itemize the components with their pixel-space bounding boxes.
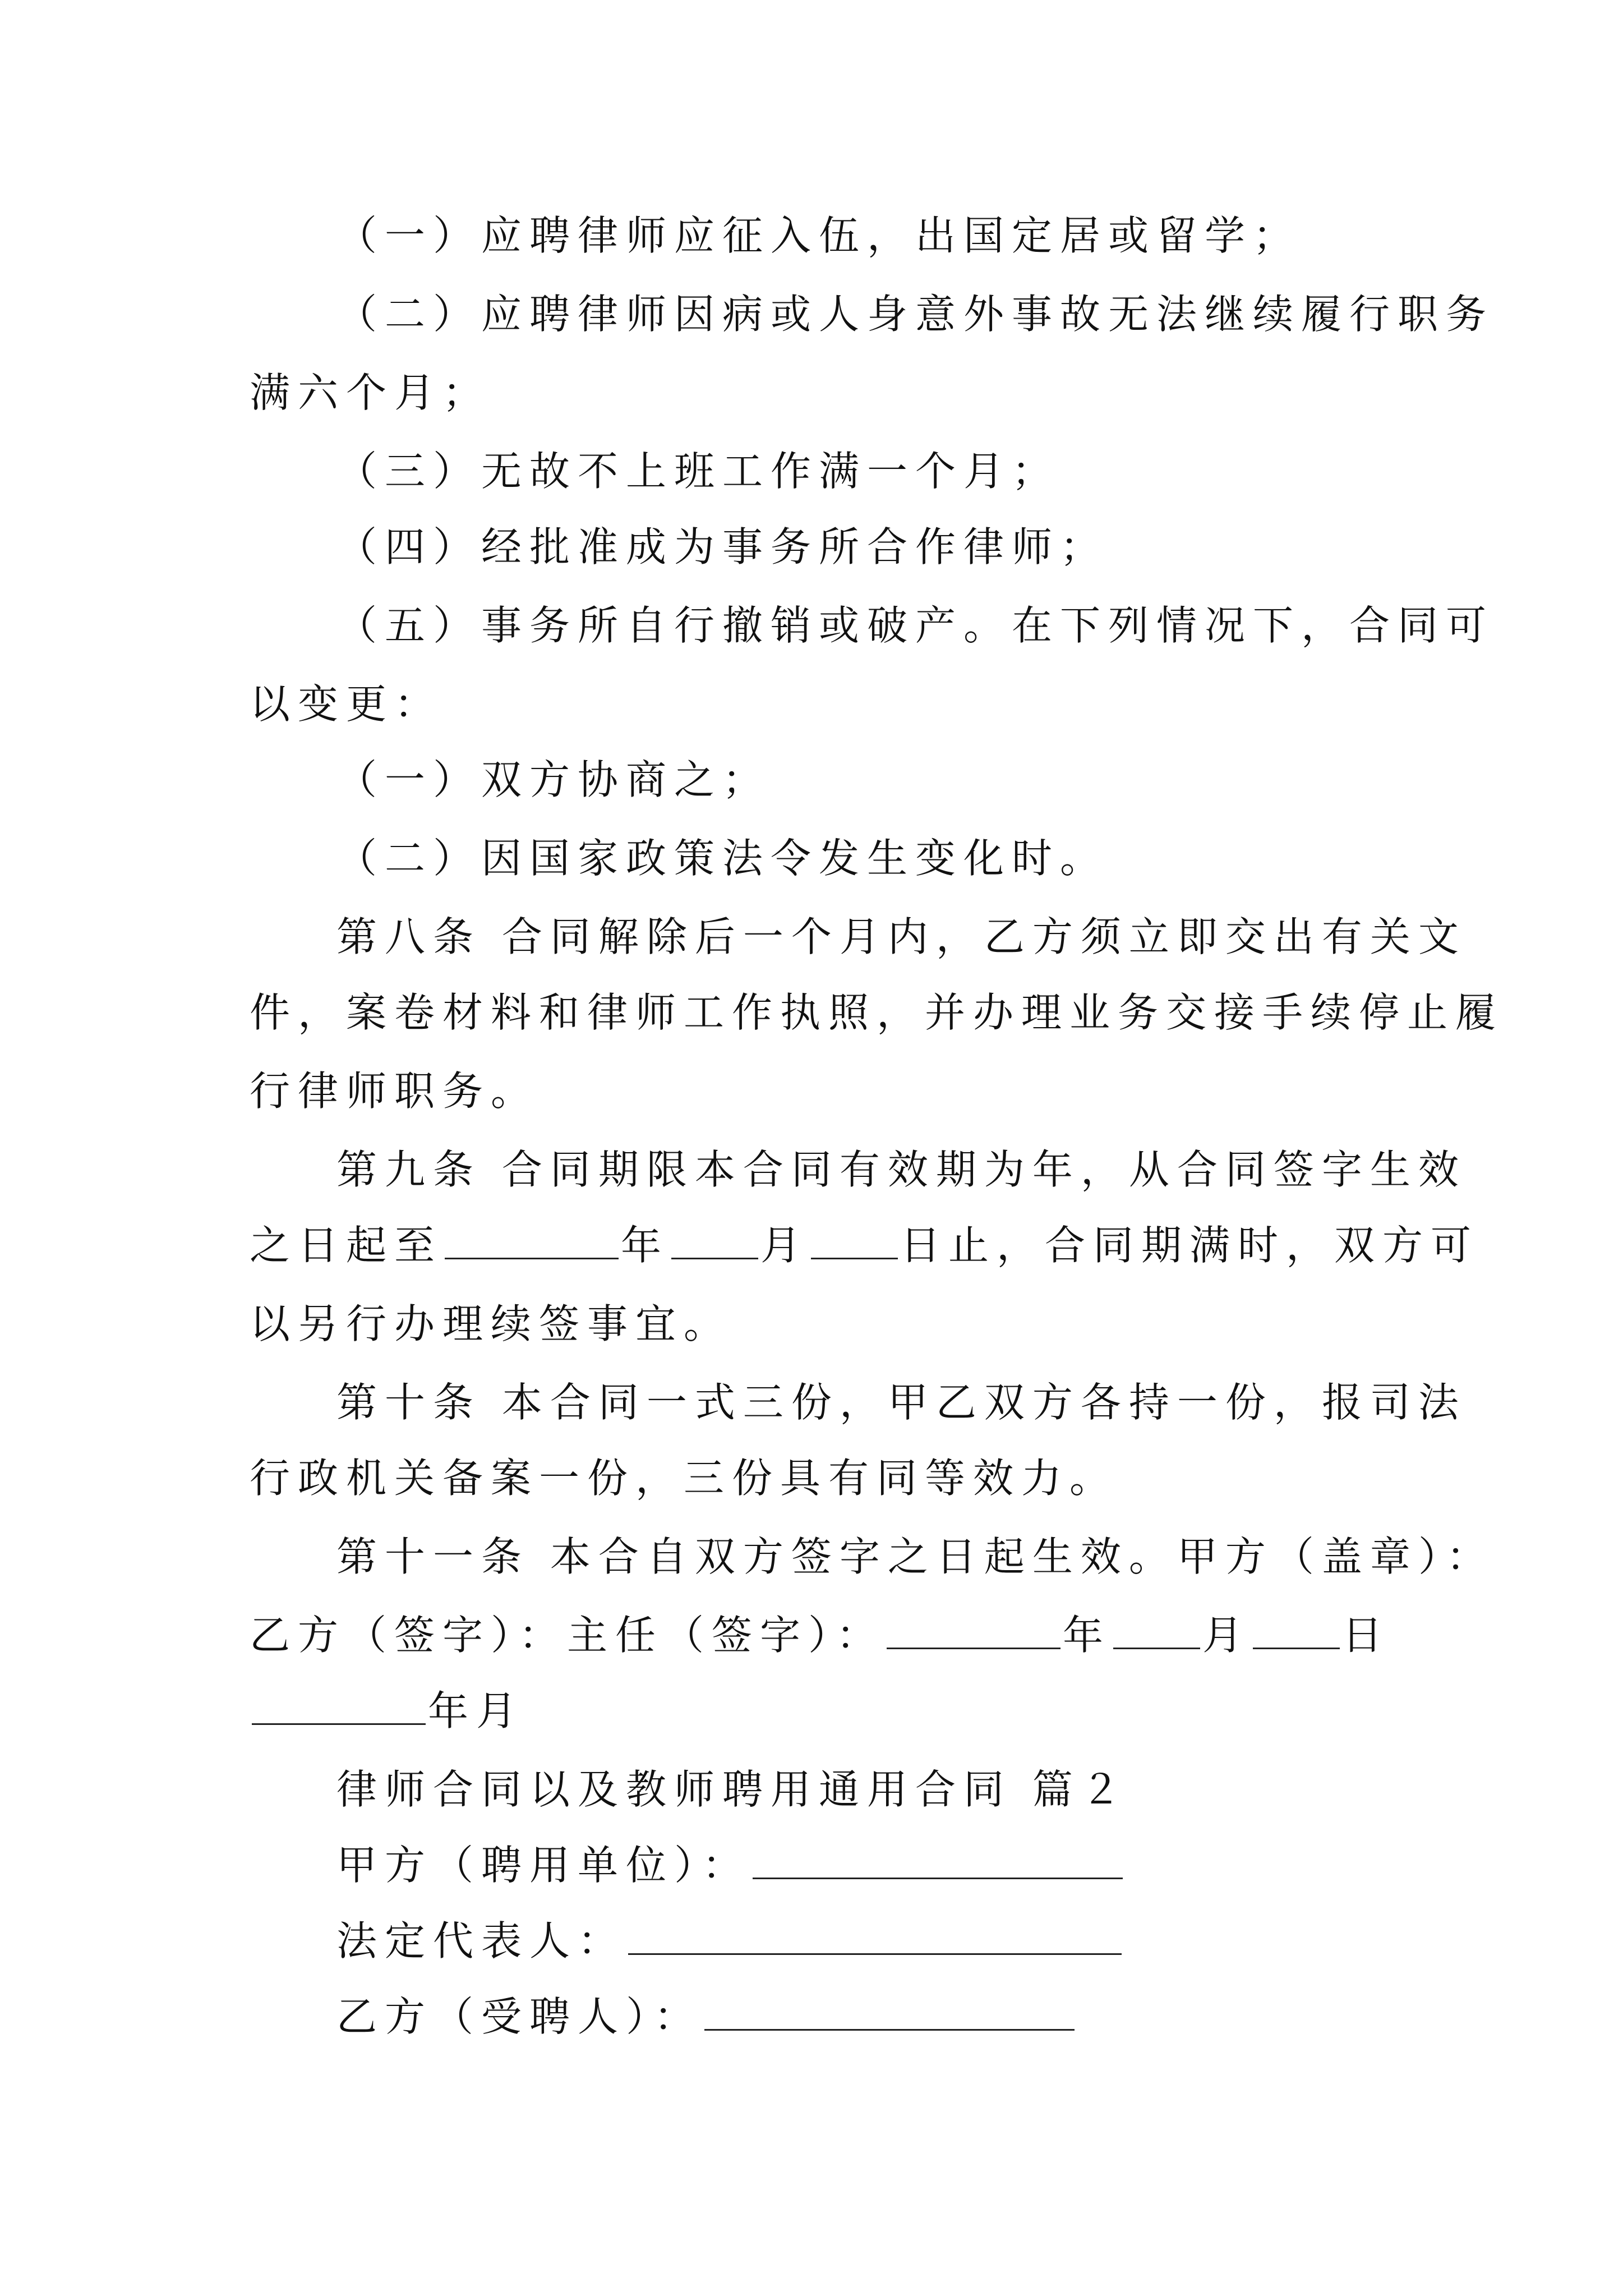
text-line: 第九条 合同期限本合同有效期为年，从合同签字生效 xyxy=(336,1146,1467,1193)
text-line: （五）事务所自行撤销或破产。在下列情况下，合同可 xyxy=(336,602,1495,649)
field-label: 乙方（受聘人）： xyxy=(336,1993,703,2040)
field-label: 法定代表人： xyxy=(336,1917,626,1964)
text-segment: 年 xyxy=(1063,1612,1112,1659)
text-line-with-blanks xyxy=(250,1607,1390,1663)
text-line: 满六个月； xyxy=(250,369,491,416)
text-line: （一）双方协商之； xyxy=(336,756,771,803)
section-heading: 律师合同以及教师聘用通用合同 篇２ xyxy=(336,1766,1129,1813)
text-line: （三）无故不上班工作满一个月； xyxy=(336,448,1061,495)
text-segment: 年月 xyxy=(428,1687,525,1734)
text-line-with-blanks xyxy=(250,1217,1479,1273)
text-line: （二）应聘律师因病或人身意外事故无法继续履行职务 xyxy=(336,291,1495,338)
text-line-with-blanks xyxy=(250,1683,524,1739)
text-segment: 乙方（签字）：主任（签字）： xyxy=(250,1612,885,1659)
blank-month xyxy=(1113,1615,1200,1649)
text-segment: 之日起至 xyxy=(250,1222,443,1269)
text-line: 第十条 本合同一式三份，甲乙双方各持一份，报司法 xyxy=(336,1379,1467,1426)
text-line: 行政机关备案一份，三份具有同等效力。 xyxy=(250,1455,1118,1502)
text-line: 以另行办理续签事宜。 xyxy=(250,1300,732,1347)
text-line: 以变更： xyxy=(250,680,443,728)
text-segment: 月 xyxy=(1202,1612,1251,1659)
legal-rep-blank xyxy=(628,1921,1122,1955)
party-b-blank xyxy=(704,1996,1075,2031)
party-b-field xyxy=(336,1989,1077,2045)
blank-day xyxy=(1253,1615,1340,1649)
blank-year xyxy=(252,1691,426,1725)
field-label: 甲方（聘用单位）： xyxy=(336,1842,751,1889)
blank-year xyxy=(445,1225,619,1259)
text-line: 第八条 合同解除后一个月内，乙方须立即交出有关文 xyxy=(336,913,1467,960)
text-segment: 年 xyxy=(621,1222,670,1269)
text-line: （四）经批准成为事务所合作律师； xyxy=(336,523,1109,570)
blank-month xyxy=(671,1225,758,1259)
text-line: 第十一条 本合自双方签字之日起生效。甲方（盖章）： xyxy=(336,1533,1495,1580)
text-line: 件，案卷材料和律师工作执照，并办理业务交接手续停止履 xyxy=(250,989,1504,1036)
party-a-field xyxy=(336,1837,1125,1893)
legal-rep-field xyxy=(336,1913,1124,1969)
text-line: （二）因国家政策法令发生变化时。 xyxy=(336,835,1109,882)
party-a-blank xyxy=(753,1845,1123,1879)
blank-year xyxy=(887,1615,1061,1649)
text-segment: 日 xyxy=(1342,1612,1391,1659)
text-line: （一）应聘律师应征入伍，出国定居或留学； xyxy=(336,212,1302,259)
text-segment: 日止，合同期满时，双方可 xyxy=(900,1222,1479,1269)
blank-day xyxy=(811,1225,898,1259)
text-segment: 月 xyxy=(760,1222,809,1269)
text-line: 行律师职务。 xyxy=(250,1068,540,1115)
